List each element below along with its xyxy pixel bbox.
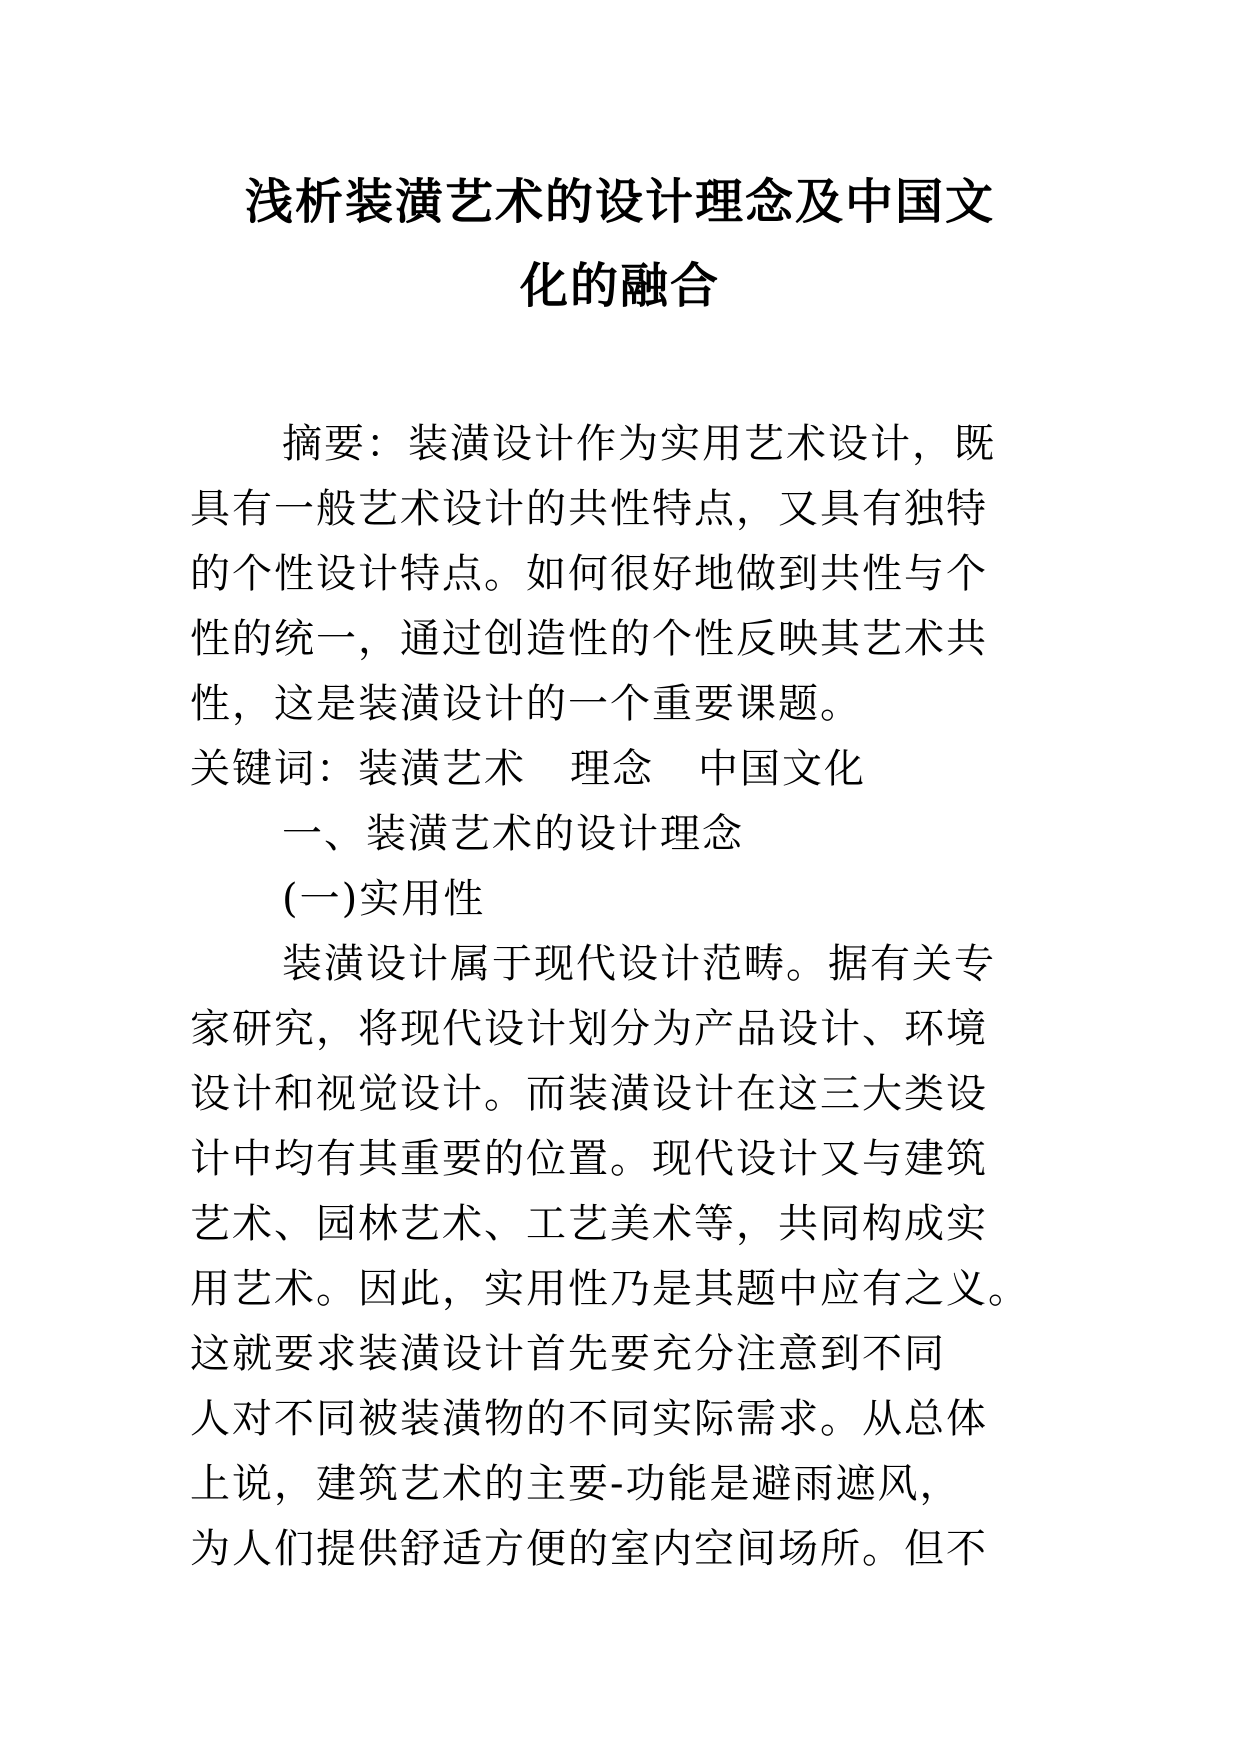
paragraph-line: 计中均有其重要的位置。现代设计又与建筑 <box>190 1136 988 1182</box>
paragraph-line: 家研究，将现代设计划分为产品设计、环境 <box>190 1006 988 1052</box>
abstract-line: 具有一般艺术设计的共性特点，又具有独特 <box>190 486 988 532</box>
paragraph-line: 为人们提供舒适方便的室内空间场所。但不 <box>190 1526 988 1572</box>
abstract-line: 性，这是装潢设计的一个重要课题。 <box>190 681 862 727</box>
section-heading: 一、装潢艺术的设计理念 <box>282 811 744 857</box>
paragraph <box>190 932 1070 1582</box>
keywords <box>190 737 1070 802</box>
keyword-item: 中国文化 <box>698 746 866 792</box>
paragraph-line: 人对不同被装潢物的不同实际需求。从总体 <box>190 1396 988 1442</box>
subsection-heading: (一)实用性 <box>282 876 486 922</box>
document-body <box>190 412 1070 1582</box>
keyword-item: 装潢艺术 <box>358 746 526 792</box>
abstract-line: 的个性设计特点。如何很好地做到共性与个 <box>190 551 988 597</box>
paragraph-line: 这就要求装潢设计首先要充分注意到不同 <box>190 1331 946 1377</box>
keyword-item: 理念 <box>570 746 654 792</box>
keywords-label: 关键词： <box>190 746 358 792</box>
document-title <box>190 160 1050 328</box>
abstract <box>190 412 1070 737</box>
paragraph-line: 艺术、园林艺术、工艺美术等，共同构成实 <box>190 1201 988 1247</box>
paragraph-line: 用艺术。因此，实用性乃是其题中应有之义。 <box>190 1266 1030 1312</box>
title-line: 浅析装潢艺术的设计理念及中国文 <box>244 174 995 230</box>
paragraph-line: 设计和视觉设计。而装潢设计在这三大类设 <box>190 1071 988 1117</box>
paragraph-line: 上说，建筑艺术的主要-功能是避雨遮风， <box>190 1461 962 1507</box>
abstract-line: 性的统一，通过创造性的个性反映其艺术共 <box>190 616 988 662</box>
abstract-line: 摘要：装潢设计作为实用艺术设计，既 <box>282 421 996 467</box>
paragraph-line: 装潢设计属于现代设计范畴。据有关专 <box>282 941 996 987</box>
title-line: 化的融合 <box>519 258 720 314</box>
